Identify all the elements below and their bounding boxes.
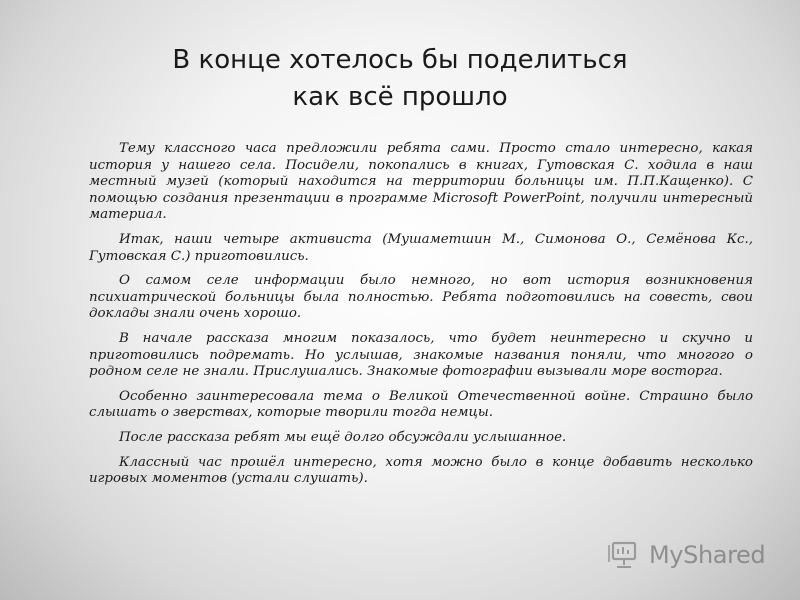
paragraph-activists: Итак, наши четыре активиста (Мушаметшин М., Симонова О., Семёнова Кс., Гутовская С.) приготовились. (89, 231, 753, 264)
presentation-board-icon (607, 538, 641, 572)
paragraph-audience-reaction: В начале рассказа многим показалось, что будет неинтересно и скучно и приготовились подремать. Но услышав, знакомые названия поняли, что многого о родном селе не знали. Прислушались. Знакомые фотографии вызывали море восторга. (89, 330, 753, 380)
slide-title (0, 42, 800, 116)
paragraph-war-topic: Особенно заинтересовала тема о Великой Отечественной войне. Страшно было слышать о зверствах, которые творили тогда немцы. (89, 388, 753, 421)
watermark-text: MyShared (649, 541, 766, 569)
paragraph-discussion: После рассказа ребят мы ещё долго обсуждали услышанное. (119, 429, 567, 445)
paragraph-history: О самом селе информации было немного, но вот история возникновения психиатрической больницы была полностью. Ребята подготовились на совесть, свои доклады знали очень хорошо. (89, 273, 753, 322)
slide-body-text (89, 141, 753, 496)
slide-title-line-2: как всё прошло (292, 82, 508, 112)
paragraph-conclusion: Классный час прошёл интересно, хотя можно было в конце добавить несколько игровых моментов (устали слушать). (89, 454, 753, 487)
myshared-watermark (607, 537, 767, 573)
slide-title-line-1: В конце хотелось бы поделиться (172, 45, 628, 75)
paragraph-topic-choice: Тему классного часа предложили ребята сами. Просто стало интересно, какая история у нашего села. Посидели, покопались в книгах, Гутовская С. ходила в наш местный музей (который находится на территории больницы им. П.П.Кащенко). С помощью создания презентации в программе Microsoft PowerPoint, получили интересный материал. (89, 141, 753, 223)
